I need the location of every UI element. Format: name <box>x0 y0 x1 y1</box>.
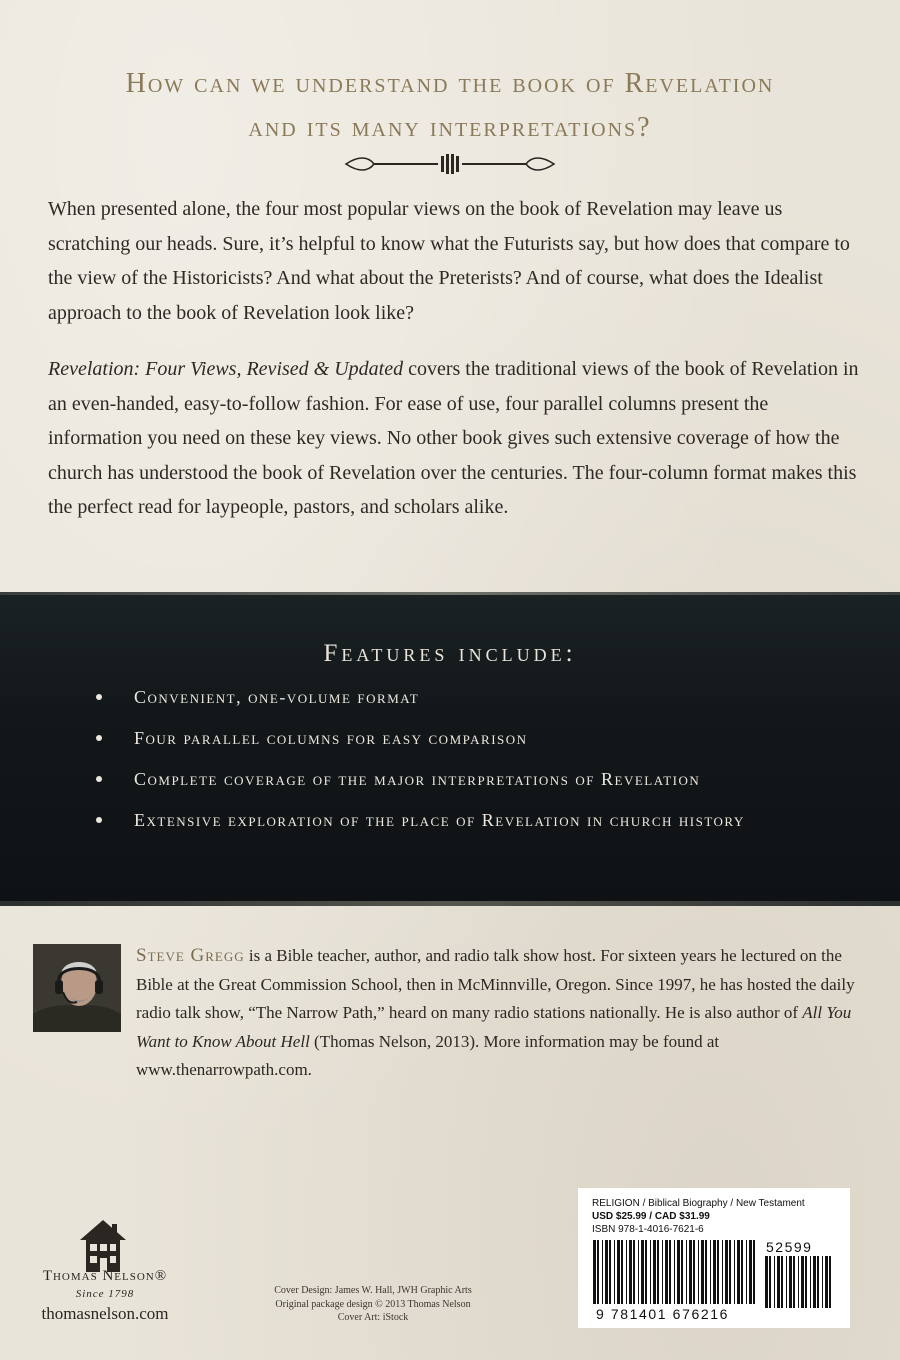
feature-item: Convenient, one-volume format <box>96 682 876 723</box>
headline-line-1: How can we understand the book of Revelation <box>125 68 775 99</box>
feature-item: Complete coverage of the major interpretations of Revelation <box>96 764 876 805</box>
feature-item: Extensive exploration of the place of Revelation in church history <box>96 805 876 846</box>
publisher-name: Thomas Nelson® <box>42 1268 168 1284</box>
author-bio: Steve Gregg is a Bible teacher, author, and radio talk show host. For sixteen years he lectured on the Bible at the Great Commission School, then in McMinnville, Oregon. Since 1997, he has hosted the daily radio talk show, “The Narrow Path,” heard on many radio stations nationally. He is also author of All You Want to Know About Hell (Thomas Nelson, 2013). More information may be found at www.thenarrowpath.com. <box>136 945 855 1079</box>
barcode-price: USD $25.99 / CAD $31.99 <box>592 1211 710 1222</box>
feature-item: Four parallel columns for easy comparison <box>96 723 876 764</box>
publisher-since: Since 1798 <box>75 1288 135 1300</box>
bullet-icon <box>96 735 102 741</box>
intro-paragraph-1: When presented alone, the four most popular views on the book of Revelation may leave us scratching our heads. Sure, it’s helpful to know what the Futurists say, but how does that compare to the view of the Historicists? And what about the Preterists? And of course, what does the Idealist approach to the book of Revelation look like? <box>48 198 850 324</box>
headline <box>0 62 900 150</box>
ornament-divider-icon <box>338 150 562 178</box>
features-title: Features include: <box>323 640 577 667</box>
barcode-box <box>578 1188 850 1328</box>
barcode-main-icon <box>592 1240 758 1304</box>
features-list <box>96 682 876 846</box>
author-name: Steve Gregg <box>136 945 245 966</box>
barcode-category: RELIGION / Biblical Biography / New Testament <box>592 1198 805 1209</box>
barcode-isbn: ISBN 978-1-4016-7621-6 <box>592 1224 704 1235</box>
bullet-icon <box>96 694 102 700</box>
person-icon <box>33 944 121 1032</box>
author-photo <box>33 944 121 1032</box>
barcode-addon-digits: 52599 <box>766 1239 813 1255</box>
bullet-icon <box>96 817 102 823</box>
bullet-icon <box>96 776 102 782</box>
barcode-digits: 9 781401 676216 <box>596 1306 729 1322</box>
author-book-title: All You Want to Know About Hell <box>136 1003 852 1051</box>
publisher-url: thomasnelson.com <box>41 1304 169 1323</box>
intro-paragraph-2 <box>48 352 860 525</box>
headline-line-2: and its many interpretations? <box>248 112 652 143</box>
book-title: Revelation: Four Views, Revised & Updated <box>48 358 404 380</box>
barcode-addon-icon <box>764 1256 832 1308</box>
publisher-house-icon <box>72 1212 134 1274</box>
cover-credits: Cover Design: James W. Hall, JWH Graphic Arts Original package design © 2013 Thomas Nelson Cover Art: iStock <box>274 1285 472 1323</box>
intro-paragraph-2-text: covers the traditional views of the book of Revelation in an even-handed, easy-to-follow fashion. For ease of use, four parallel columns present the information you need on these key views. No other book gives such extensive coverage of how the church has understood the book of Revelation over the centuries. The four-column format makes this the perfect read for laypeople, pastors, and scholars alike. <box>48 358 859 518</box>
